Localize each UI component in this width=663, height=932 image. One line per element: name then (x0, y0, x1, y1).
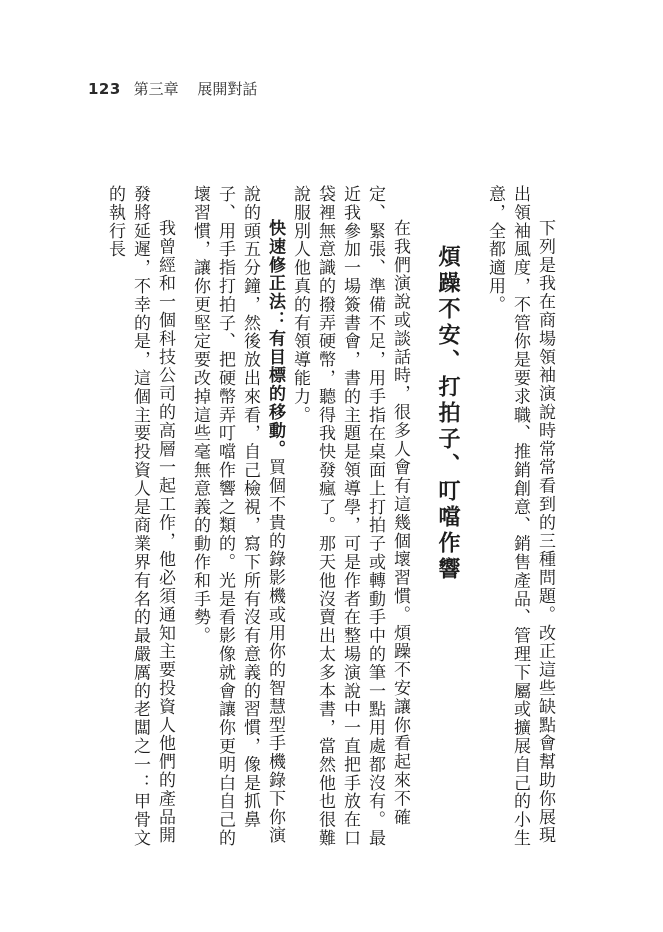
quick-fix-label: 快速修正法：有目標的移動。 (265, 219, 285, 459)
section-heading: 煩躁不安、打拍子、叮噹作響 (435, 245, 460, 583)
paragraph-anecdote: 我曾經和一個科技公司的高層一起工作，他必須通知主要投資人他們的產品開發將延遲，不幸的是，這個主要投資人是商業界有名的最嚴厲的老闆之一：甲骨文的執行長 (105, 185, 175, 848)
page-number: 123 (88, 80, 121, 98)
body-text (87, 185, 557, 855)
paragraph-habits: 在我們演說或談話時，很多人會有這幾個壞習慣。煩躁不安讓你看起來不確定、緊張、準備不足，用手指在桌面上打拍子或轉動手中的筆一點用處都沒有。最近我參加一場簽書會，書的主題是領導學，可是作者在整場演說中一直把手放在口袋裡無意識的撥弄硬幣，聽得我快發瘋了。那天他沒賣出太多本書，當然他也很難說服別人他真的有領導能力。 (290, 185, 410, 848)
quick-fix-text: 買個不貴的錄影機或用你的智慧型手機錄下你演說的頭五分鐘，然後放出來看，自己檢視，寫下所有沒有意義的習慣，像是抓鼻子、用手指打拍子、把硬幣弄叮噹作響之類的。光是看影像就會讓你更明白自己的壞習慣，讓你更堅定要改掉這些毫無意義的動作和手勢。 (190, 185, 285, 848)
chapter-title: 展開對話 (197, 80, 258, 98)
paragraph-quick-fix (187, 185, 287, 855)
chapter-label: 第三章 (133, 80, 179, 98)
paragraph-intro: 下列是我在商場領袖演說時常常看到的三種問題。改正這些缺點會幫助你展現出領袖風度，不管你是要求職、推銷創意、銷售產品、管理下屬或擴展自己的小生意，全都適用。 (485, 185, 555, 848)
running-header (88, 78, 257, 99)
